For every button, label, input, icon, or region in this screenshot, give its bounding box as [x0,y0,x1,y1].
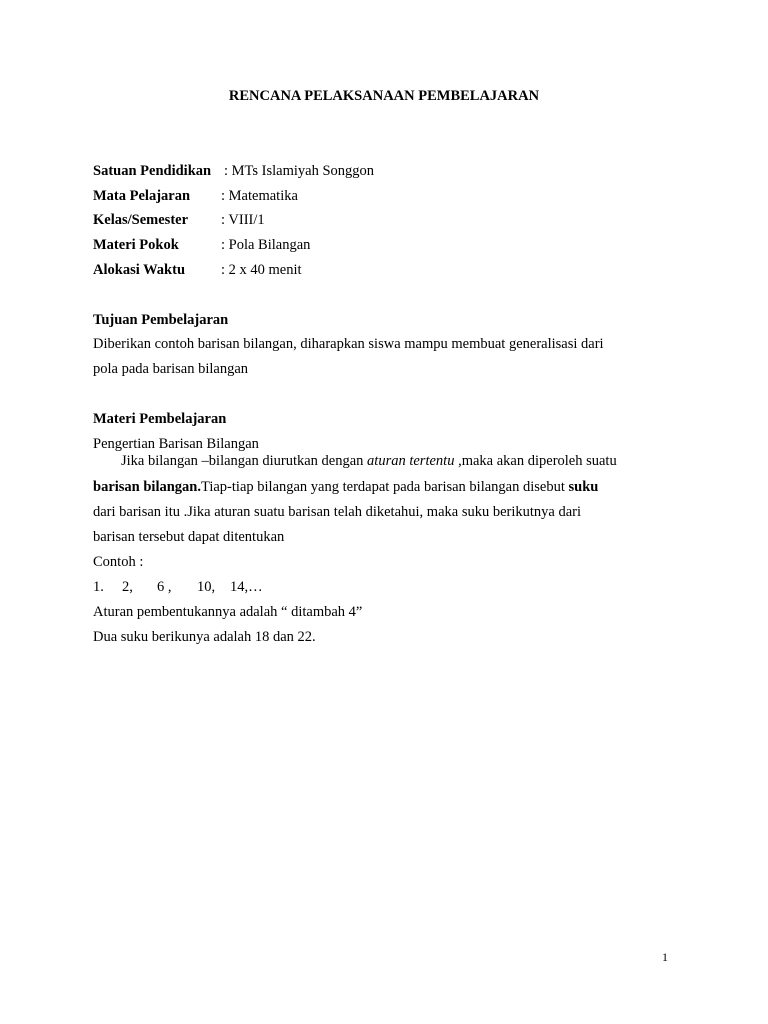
materi-subheading: Pengertian Barisan Bilangan [93,436,259,452]
identity-value: : Pola Bilangan [221,237,311,253]
page-number: 1 [662,950,668,964]
materi-paragraph-line: barisan tersebut dapat ditentukan [93,529,285,545]
text-run: Jika bilangan –bilangan diurutkan dengan [121,453,368,469]
materi-paragraph-line [93,478,598,496]
rule-text: Aturan pembentukannya adalah “ ditambah 4” [93,604,363,620]
identity-label: Alokasi Waktu [93,262,186,278]
tujuan-heading: Tujuan Pembelajaran [93,312,229,328]
identity-label: Materi Pokok [93,237,179,253]
identity-label: Mata Pelajaran [93,188,191,204]
identity-value: : MTs Islamiyah Songgon [224,163,375,179]
bold-term: suku [568,479,599,495]
example-sequence [93,578,293,596]
next-terms-text: Dua suku berikunya adalah 18 dan 22. [93,629,316,645]
materi-heading: Materi Pembelajaran [93,411,227,427]
sequence-term: 10, [197,579,216,595]
text-run: Tiap-tiap bilangan yang terdapat pada barisan bilangan disebut [201,479,569,495]
identity-label: Satuan Pendidikan [93,163,212,179]
materi-paragraph-line: dari barisan itu .Jika aturan suatu barisan telah diketahui, maka suku berikutnya dari [93,504,582,520]
tujuan-text-line: Diberikan contoh barisan bilangan, diharapkan siswa mampu membuat generalisasi dari [93,336,604,352]
materi-paragraph-line [121,452,617,470]
identity-value: : VIII/1 [221,212,265,228]
sequence-term: 2, [122,579,133,595]
tujuan-text-line: pola pada barisan bilangan [93,361,249,377]
sequence-term: 14,… [230,579,263,595]
identity-value: : 2 x 40 menit [221,262,302,278]
bold-term: barisan bilangan. [93,479,201,495]
italic-term: aturan tertentu [367,453,455,469]
identity-label: Kelas/Semester [93,212,189,228]
text-run: ,maka akan diperoleh suatu [454,453,617,469]
document-title: RENCANA PELAKSANAAN PEMBELAJARAN [228,88,540,104]
sequence-term: 6 , [157,579,172,595]
contoh-label: Contoh : [93,554,144,570]
example-number: 1. [93,579,104,595]
identity-value: : Matematika [221,188,298,204]
